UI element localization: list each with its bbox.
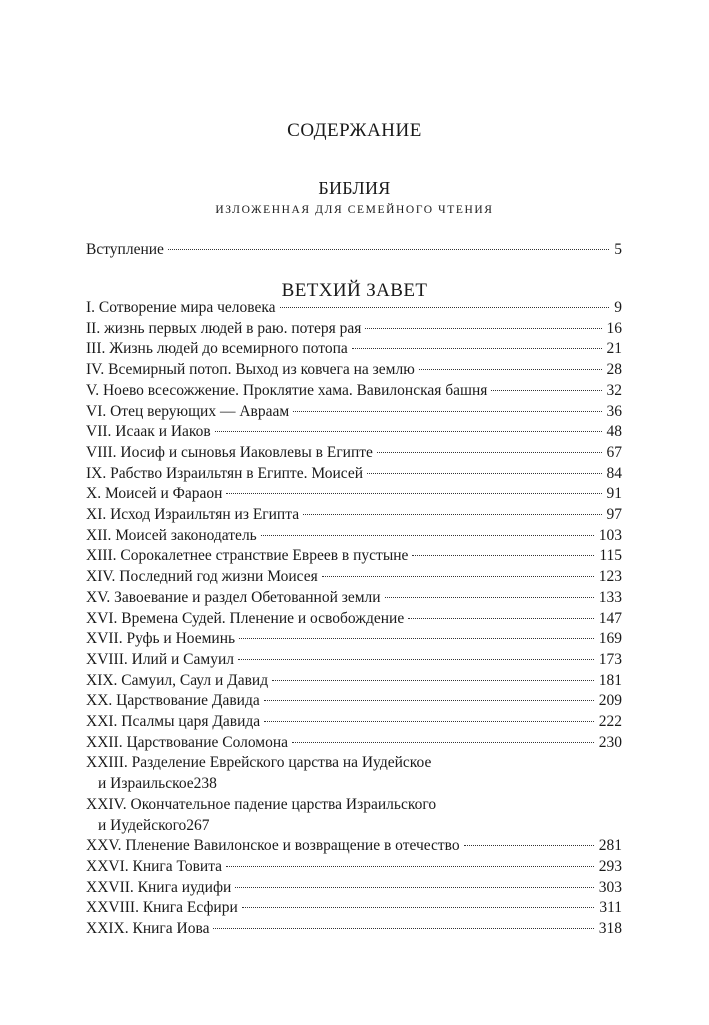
toc-entry-page: 311 [599,899,622,917]
toc-entry-title: XI. Исход Израильтян из Египта [86,506,300,524]
toc-entry-title: XVI. Времена Судей. Пленение и освобождение [86,609,405,627]
toc-entry-title-cont: и Иудейского [98,816,187,834]
toc-entry-title: XVII. Руфь и Ноеминь [86,630,236,648]
toc-entry-title: XXVIII. Книга Есфири [86,899,238,917]
toc-entry-title: XIII. Сорокалетнее странствие Евреев в пустыне [86,547,409,565]
toc-entry-page: 181 [598,671,622,689]
toc-entry-title: IX. Рабство Израильтян в Египте. Моисей [86,464,364,482]
toc-entry-page: 91 [606,485,622,503]
toc-list-b [86,836,622,940]
dot-leader [292,742,594,743]
dot-leader [385,597,594,598]
toc-entry-title: VIII. Иосиф и сыновья Иаковлевы в Египте [86,443,373,461]
dot-leader [365,328,601,329]
dot-leader [367,473,601,474]
toc-entry [86,629,622,650]
toc-entry-page: 84 [606,464,622,482]
toc-entry [86,464,622,485]
toc-entry-title: XVIII. Илий и Самуил [86,650,234,668]
toc-entry-page: 230 [598,733,622,751]
toc-entry-title: VI. Отец верующих — Авраам [86,402,290,420]
dot-leader [419,369,602,370]
toc-entry-xxiii [86,753,622,794]
toc-entry-page: 115 [599,547,622,565]
toc-entry [86,919,622,940]
toc-entry [86,298,622,319]
toc-entry-page: 21 [606,340,622,358]
toc-entry-title: XV. Завоевание и раздел Обетованной земли [86,588,381,606]
toc-entry-title: II. жизнь первых людей в раю. потеря рая [86,319,362,337]
toc-entry-page: 147 [598,609,622,627]
toc-entry-page: 16 [606,319,622,337]
toc-entry-title: XIX. Самуил, Саул и Давид [86,671,269,689]
dot-leader [239,638,594,639]
toc-entry [86,567,622,588]
toc-entry-continuation [86,774,622,795]
toc-entry-title: Вступление [86,241,164,258]
toc-entry-title: VII. Исаак и Иаков [86,423,211,441]
toc-entry-page: 48 [606,423,622,441]
dot-leader [242,907,595,908]
toc-entry-page: 9 [614,299,622,316]
dot-leader [272,680,594,681]
toc-entry-page: 303 [598,878,622,896]
toc-entry-page: 28 [606,361,622,379]
toc-entry-title: XXV. Пленение Вавилонское и возвращение в отечество [86,837,460,855]
toc-entry-title: XIV. Последний год жизни Моисея [86,568,318,586]
toc-entry [86,546,622,567]
toc-entry [86,609,622,630]
toc-entry-title: X. Моисей и Фараон [86,485,223,503]
toc-entry [86,878,622,899]
toc-entry [86,339,622,360]
dot-leader [215,431,602,432]
toc-entry-title: XII. Моисей законодатель [86,526,257,544]
toc-entry-title-cont: и Израильское [98,775,194,793]
toc-entry-page: 32 [606,381,622,399]
toc-entry-page: 209 [598,692,622,710]
toc-list-a [86,298,622,753]
toc-entry-title: V. Ноево всесожжение. Проклятие хама. Вавилонская башня [86,381,488,399]
dot-leader [293,411,601,412]
toc-entry [86,422,622,443]
toc-entry [86,733,622,754]
toc-entry-page: 103 [598,526,622,544]
toc-entry [86,691,622,712]
toc-entry-title: XXVII. Книга иудифи [86,878,232,896]
dot-leader [491,390,601,391]
toc-entry-page: 123 [598,568,622,586]
dot-leader [226,866,594,867]
toc-entry-title: XXIV. Окончательное падение царства Израильского [86,795,437,813]
toc-entry-page: 169 [598,630,622,648]
toc-entry-page: 5 [614,241,622,258]
toc-entry [86,857,622,878]
bible-heading: БИБЛИЯ [318,178,391,198]
bible-subtitle: ИЗЛОЖЕННАЯ ДЛЯ СЕМЕЙНОГО ЧТЕНИЯ [215,204,494,216]
dot-leader [238,659,594,660]
dot-leader [168,249,609,250]
toc-entry-xxiv [86,795,622,836]
dot-leader [280,307,610,308]
dot-leader [235,887,593,888]
toc-entry [86,650,622,671]
dot-leader [408,618,594,619]
toc-entry-page: 173 [598,650,622,668]
toc-entry-title: XXIII. Разделение Еврейского царства на Иудейское [86,754,432,772]
toc-entry [86,484,622,505]
toc-entry-title: I. Сотворение мира человека [86,299,276,316]
toc-entry [86,836,622,857]
toc-entry-title: III. Жизнь людей до всемирного потопа [86,340,348,358]
dot-leader [377,452,602,453]
toc-entry [86,319,622,340]
toc-entry-title: XX. Царствование Давида [86,692,260,710]
toc-entry-page: 36 [606,402,622,420]
toc-entry-page: 318 [598,920,622,938]
toc-entry-intro [86,240,622,261]
toc-entry-page: 222 [598,713,622,731]
toc-entry-title: XXII. Царствование Соломона [86,733,289,751]
contents-heading: СОДЕРЖАНИЕ [287,120,422,141]
toc-entry [86,671,622,692]
toc-entry [86,443,622,464]
toc-entry-page: 267 [186,816,210,834]
toc-entry [86,505,622,526]
toc-entry-title: XXVI. Книга Товита [86,857,223,875]
dot-leader [464,845,594,846]
dot-leader [264,721,594,722]
toc-entry [86,381,622,402]
toc-entry-title: IV. Всемирный потоп. Выход из ковчега на землю [86,361,415,379]
toc-entry-page: 97 [606,506,622,524]
toc-entry-title: XXIX. Книга Иова [86,920,210,938]
dot-leader [213,928,593,929]
toc-entry [86,402,622,423]
toc-entry-page: 67 [606,443,622,461]
intro-section [86,240,622,261]
dot-leader [322,576,594,577]
old-testament-toc [86,298,622,940]
toc-entry-page: 281 [598,837,622,855]
old-testament-heading: ВЕТХИЙ ЗАВЕТ [281,280,428,301]
toc-entry-page: 133 [598,588,622,606]
dot-leader [261,535,594,536]
dot-leader [303,514,601,515]
toc-entry-continuation [86,816,622,837]
dot-leader [412,555,594,556]
toc-entry [86,898,622,919]
dot-leader [352,348,602,349]
toc-entry [86,712,622,733]
toc-entry [86,588,622,609]
toc-entry-page: 293 [598,857,622,875]
toc-entry [86,526,622,547]
toc-entry [86,360,622,381]
toc-entry-title: XXI. Псалмы царя Давида [86,713,261,731]
dot-leader [264,700,594,701]
dot-leader [226,493,601,494]
toc-entry-page: 238 [193,775,217,793]
